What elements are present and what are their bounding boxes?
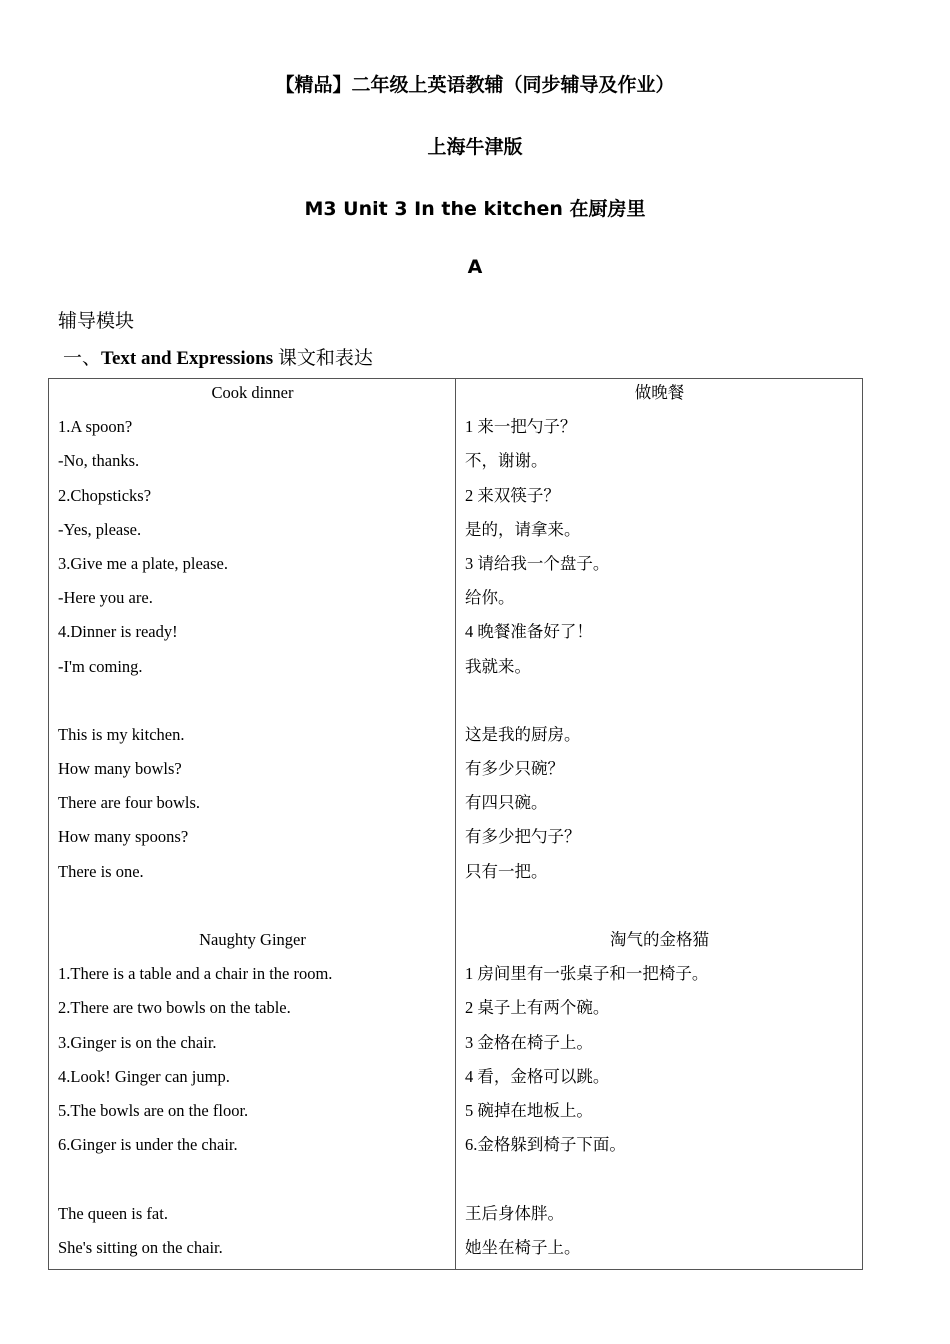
document-title: 【精品】二年级上英语教辅（同步辅导及作业） xyxy=(275,74,675,96)
blank-line xyxy=(58,688,447,722)
chinese-line: 2 桌子上有两个碗。 xyxy=(465,998,610,1018)
english-line: 5.The bowls are on the floor. xyxy=(58,1100,249,1120)
blank-line xyxy=(465,1166,854,1200)
part-label: A xyxy=(467,256,483,278)
table-row xyxy=(49,379,863,1270)
text-table xyxy=(48,378,863,1270)
chinese-line: 2 来双筷子？ xyxy=(465,485,560,505)
chinese-line: 有多少把勺子？ xyxy=(465,827,581,847)
heading-prefix: 一、 xyxy=(63,348,102,369)
chinese-line: 有四只碗。 xyxy=(465,793,548,813)
chinese-line: 我就来。 xyxy=(465,656,531,676)
english-line: How many bowls? xyxy=(58,759,182,779)
text-expressions-heading xyxy=(63,343,373,370)
english-line: 4.Dinner is ready! xyxy=(58,622,178,642)
blank-line xyxy=(465,893,854,927)
english-section-title: Cook dinner xyxy=(211,383,294,402)
english-line: There is one. xyxy=(58,861,144,881)
heading-english: Text and Expressions xyxy=(101,348,274,369)
english-line: 2.Chopsticks? xyxy=(58,485,152,505)
english-line: This is my kitchen. xyxy=(58,724,185,744)
chinese-line: 4 晚餐准备好了！ xyxy=(465,622,593,642)
english-section-title: Naughty Ginger xyxy=(199,930,306,949)
english-column xyxy=(49,379,456,1270)
chinese-line: 6.金格躲到椅子下面。 xyxy=(465,1135,626,1155)
blank-line xyxy=(58,893,447,927)
english-line: 3.Ginger is on the chair. xyxy=(58,1032,217,1052)
chinese-line: 是的，请拿来。 xyxy=(465,519,581,539)
chinese-line: 1 房间里有一张桌子和一把椅子。 xyxy=(465,964,709,984)
heading-chinese: 课文和表达 xyxy=(273,348,373,369)
english-line: 3.Give me a plate, please. xyxy=(58,553,228,573)
chinese-line: 只有一把。 xyxy=(465,861,548,881)
chinese-section-title: 淘气的金格猫 xyxy=(610,930,709,949)
chinese-line: 不，谢谢。 xyxy=(465,451,548,471)
chinese-line: 给你。 xyxy=(465,588,515,608)
english-line: There are four bowls. xyxy=(58,793,201,813)
blank-line xyxy=(58,1166,447,1200)
chinese-line: 有多少只碗？ xyxy=(465,759,564,779)
chinese-section-title: 做晚餐 xyxy=(634,383,685,402)
english-line: 4.Look! Ginger can jump. xyxy=(58,1066,230,1086)
chinese-line: 她坐在椅子上。 xyxy=(465,1237,581,1257)
edition-title: 上海牛津版 xyxy=(427,136,523,158)
chinese-column xyxy=(456,379,863,1270)
module-heading: 辅导模块 xyxy=(58,311,135,332)
english-line: -Yes, please. xyxy=(58,519,142,539)
english-line: 1.A spoon? xyxy=(58,417,133,437)
chinese-line: 1 来一把勺子？ xyxy=(465,417,577,437)
english-line: She's sitting on the chair. xyxy=(58,1237,223,1257)
english-line: -I'm coming. xyxy=(58,656,143,676)
blank-line xyxy=(465,688,854,722)
unit-title: M3 Unit 3 In the kitchen 在厨房里 xyxy=(304,198,646,220)
chinese-line: 3 请给我一个盘子。 xyxy=(465,553,610,573)
chinese-line: 这是我的厨房。 xyxy=(465,724,581,744)
chinese-line: 4 看，金格可以跳。 xyxy=(465,1066,610,1086)
english-line: How many spoons? xyxy=(58,827,189,847)
chinese-line: 5 碗掉在地板上。 xyxy=(465,1100,593,1120)
english-line: -No, thanks. xyxy=(58,451,140,471)
english-line: 6.Ginger is under the chair. xyxy=(58,1135,238,1155)
chinese-line: 3 金格在椅子上。 xyxy=(465,1032,593,1052)
english-line: 1.There is a table and a chair in the room. xyxy=(58,964,333,984)
english-line: The queen is fat. xyxy=(58,1203,168,1223)
chinese-line: 王后身体胖。 xyxy=(465,1203,564,1223)
english-line: -Here you are. xyxy=(58,588,153,608)
english-line: 2.There are two bowls on the table. xyxy=(58,998,291,1018)
